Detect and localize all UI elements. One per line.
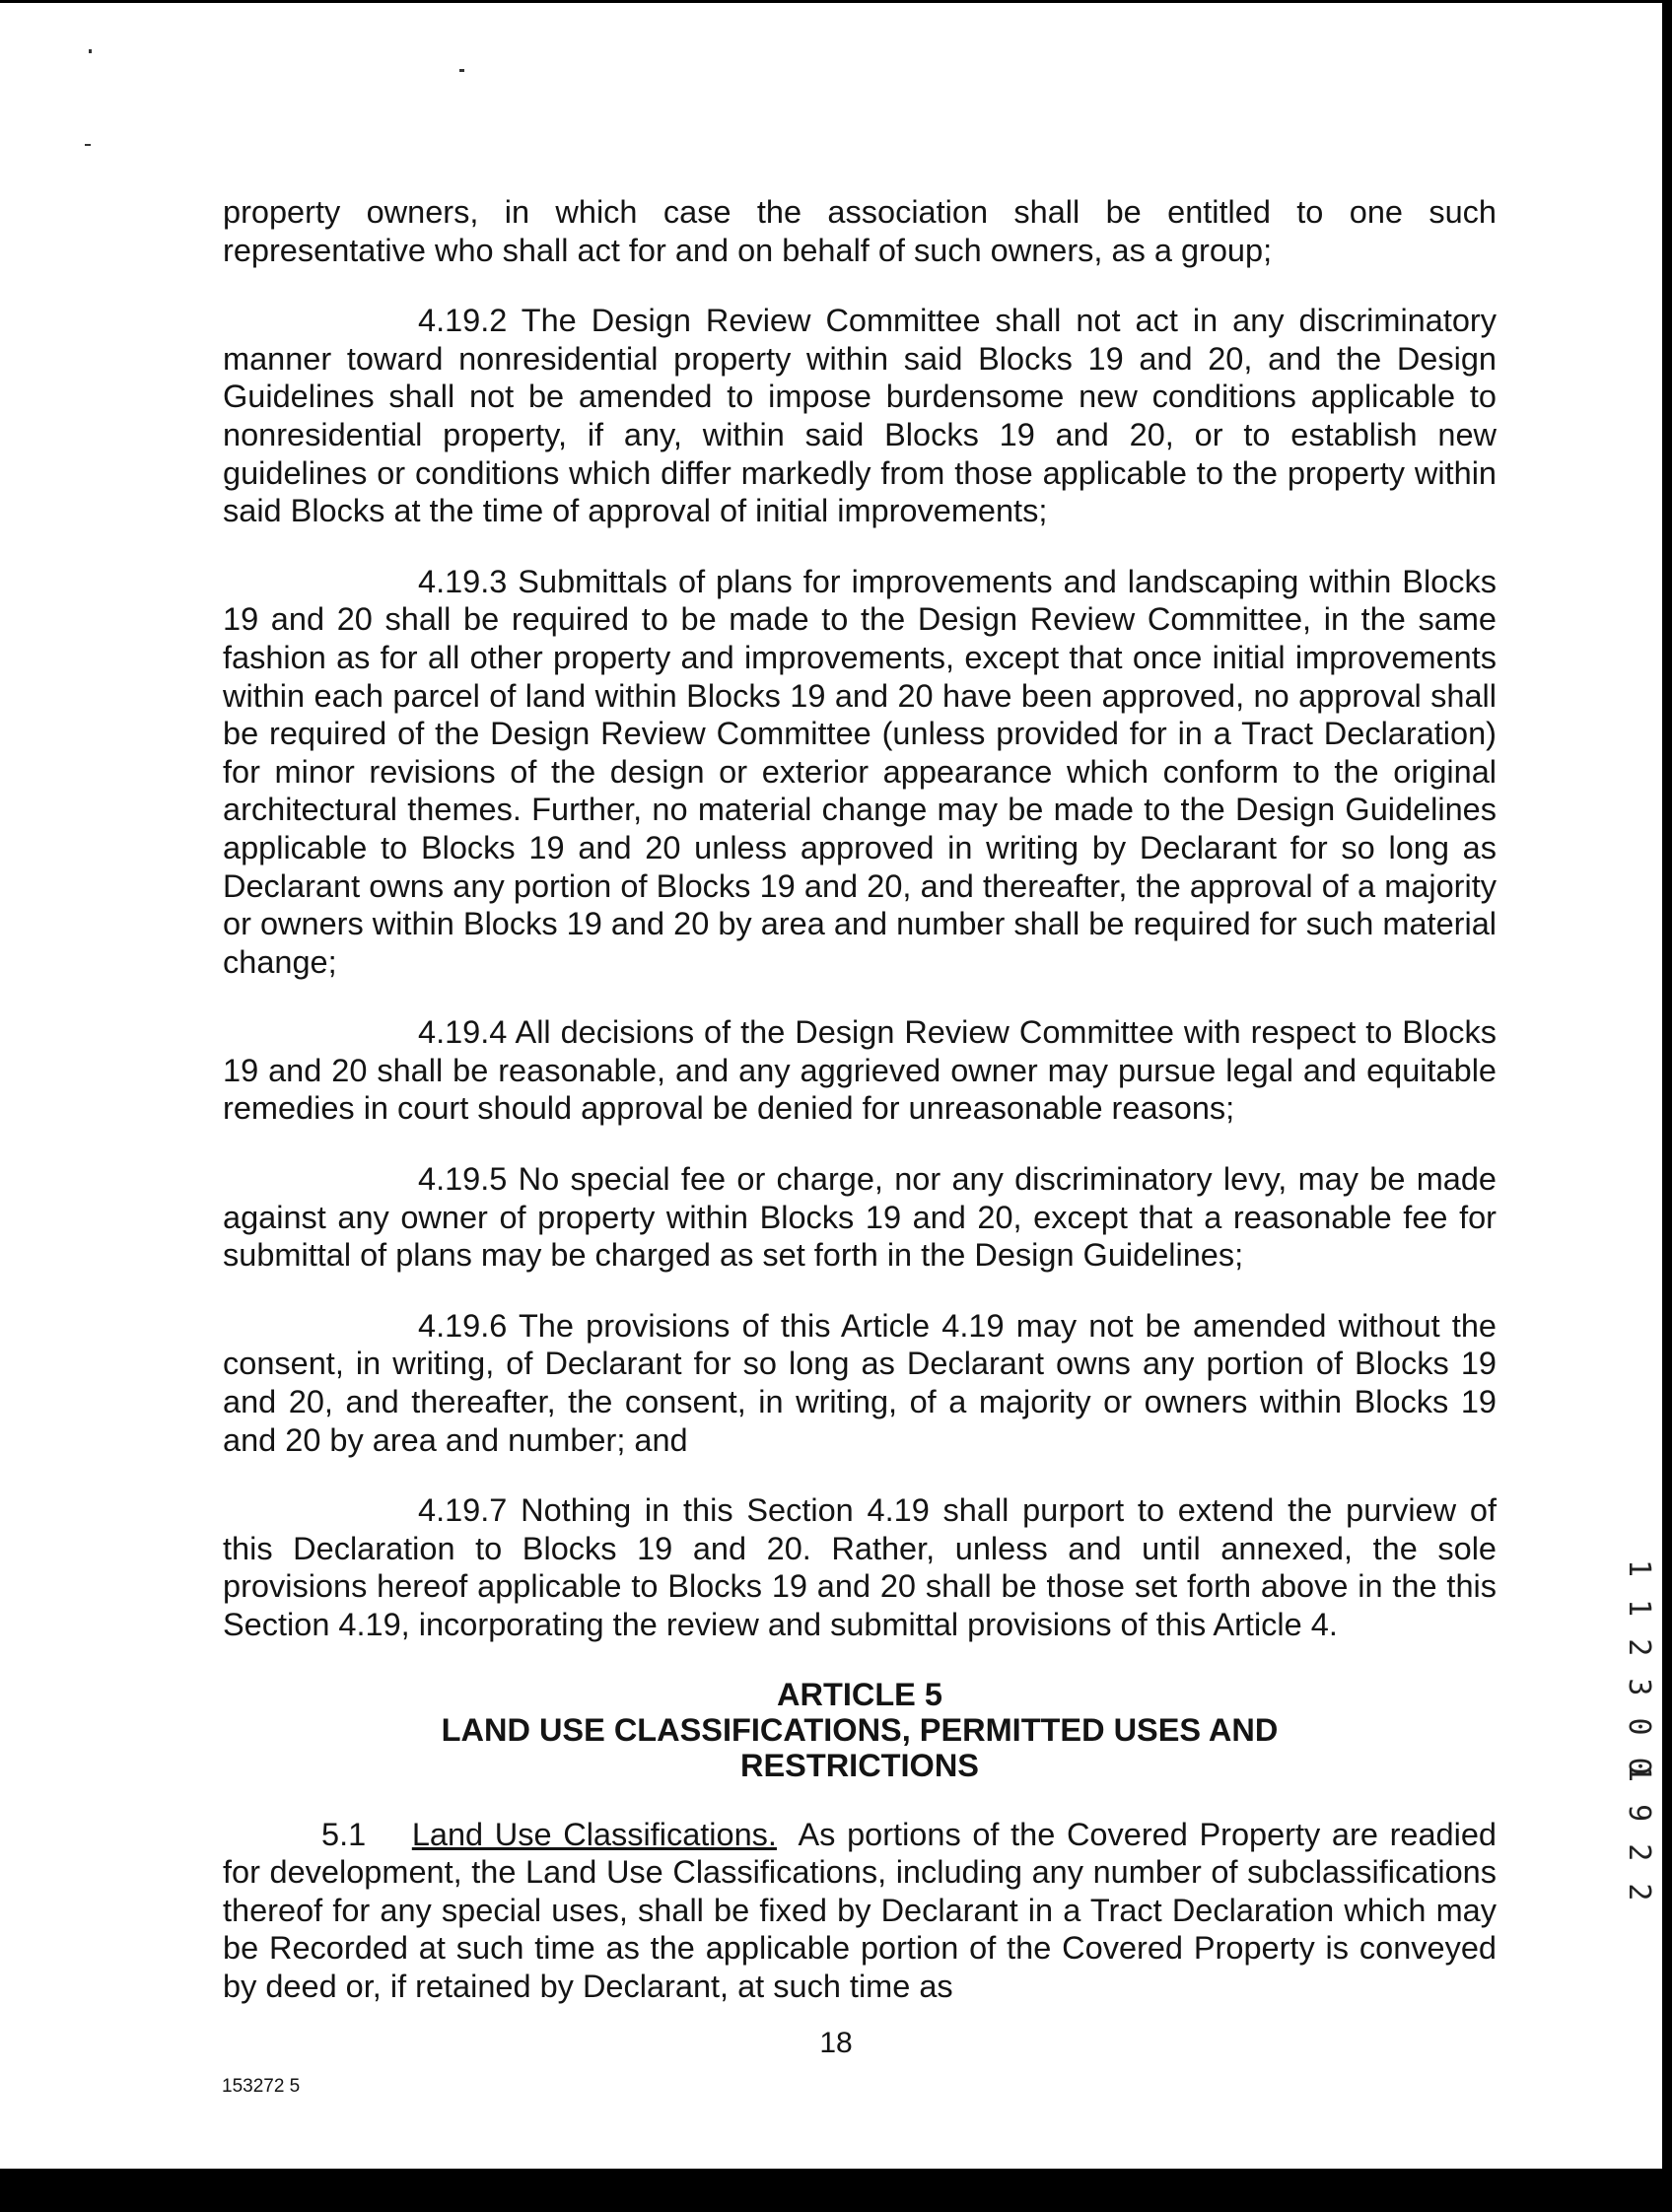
scan-speck	[89, 49, 92, 53]
paragraph-4-19-7: 4.19.7 Nothing in this Section 4.19 shall purport to extend the purview of this Declaration to Blocks 19 and 20. Rather, unless and until annexed, the sole provisions hereof applicable to Blocks 19 and 20 shall be those set forth above in the this Section 4.19, incorporating the review and submittal provisions of this Article 4.	[223, 1492, 1497, 1642]
paragraph-4-19-6: 4.19.6 The provisions of this Article 4.19 may not be amended without the consent, in writing, of Declarant for so long as Declarant owns any portion of Blocks 19 and 20, and thereafter, the consent, in writing, of a majority or owners within Blocks 19 and 20 by area and number; and	[223, 1307, 1497, 1458]
section-number: 5.1	[321, 1816, 367, 1852]
document-page	[223, 193, 1497, 2039]
scan-top-edge	[0, 0, 1672, 3]
paragraph-continuation: property owners, in which case the association shall be entitled to one such representative who shall act for and on behalf of such owners, as a group;	[223, 194, 1497, 268]
paragraph-5-1	[223, 1816, 1497, 2006]
margin-stamp-lower: 1 9 2 2	[1622, 1764, 1656, 1903]
scan-speck	[85, 144, 91, 146]
margin-stamp-upper: 1 1 2 3 0 0	[1622, 1559, 1656, 1777]
section-body: As portions of the Covered Property are readied for development, the Land Use Classifications, including any number of subclassifications thereof for any special uses, shall be fixed by Declarant in a Tract Declaration which may be Recorded at such time as the applicable portion of the Covered Property is conveyed by deed or, if retained by Declarant, at such time as	[223, 1816, 1497, 2004]
scan-speck	[459, 69, 464, 72]
article-number: ARTICLE 5	[777, 1676, 942, 1712]
paragraph-4-19-2: 4.19.2 The Design Review Committee shall not act in any discriminatory manner toward nonresidential property within said Blocks 19 and 20, and the Design Guidelines shall not be amended to impose burdensome new conditions applicable to nonresidential property, if any, within said Blocks 19 and 20, or to establish new guidelines or conditions which differ markedly from those applicable to the property within said Blocks at the time of approval of initial improvements;	[223, 303, 1497, 529]
article-heading	[223, 1677, 1497, 1783]
paragraph-4-19-3: 4.19.3 Submittals of plans for improvements and landscaping within Blocks 19 and 20 shall be required to be made to the Design Review Committee, in the same fashion as for all other property and improvements, except that once initial improvements within each parcel of land within Blocks 19 and 20 have been approved, no approval shall be required of the Design Review Committee (unless provided for in a Tract Declaration) for minor revisions of the design or exterior appearance which conform to the original architectural themes. Further, no material change may be made to the Design Guidelines applicable to Blocks 19 and 20 unless approved in writing by Declarant for so long as Declarant owns any portion of Blocks 19 and 20, and thereafter, the approval of a majority or owners within Blocks 19 and 20 by area and number shall be required for such material change;	[223, 563, 1497, 980]
scan-right-edge	[1662, 0, 1672, 2212]
document-id: 153272 5	[222, 2076, 301, 2097]
article-title-line-2: RESTRICTIONS	[740, 1747, 979, 1783]
scan-bottom-edge	[0, 2169, 1672, 2212]
paragraph-4-19-4: 4.19.4 All decisions of the Design Review Committee with respect to Blocks 19 and 20 shall be reasonable, and any aggrieved owner may pursue legal and equitable remedies in court should approval be denied for unreasonable reasons;	[223, 1014, 1497, 1127]
article-title-line-1: LAND USE CLASSIFICATIONS, PERMITTED USES AND	[441, 1711, 1279, 1748]
paragraph-4-19-5: 4.19.5 No special fee or charge, nor any discriminatory levy, may be made against any owner of property within Blocks 19 and 20, except that a reasonable fee for submittal of plans may be charged as set forth in the Design Guidelines;	[223, 1161, 1497, 1274]
page-number: 18	[819, 2027, 853, 2059]
section-heading: Land Use Classifications.	[411, 1816, 777, 1852]
